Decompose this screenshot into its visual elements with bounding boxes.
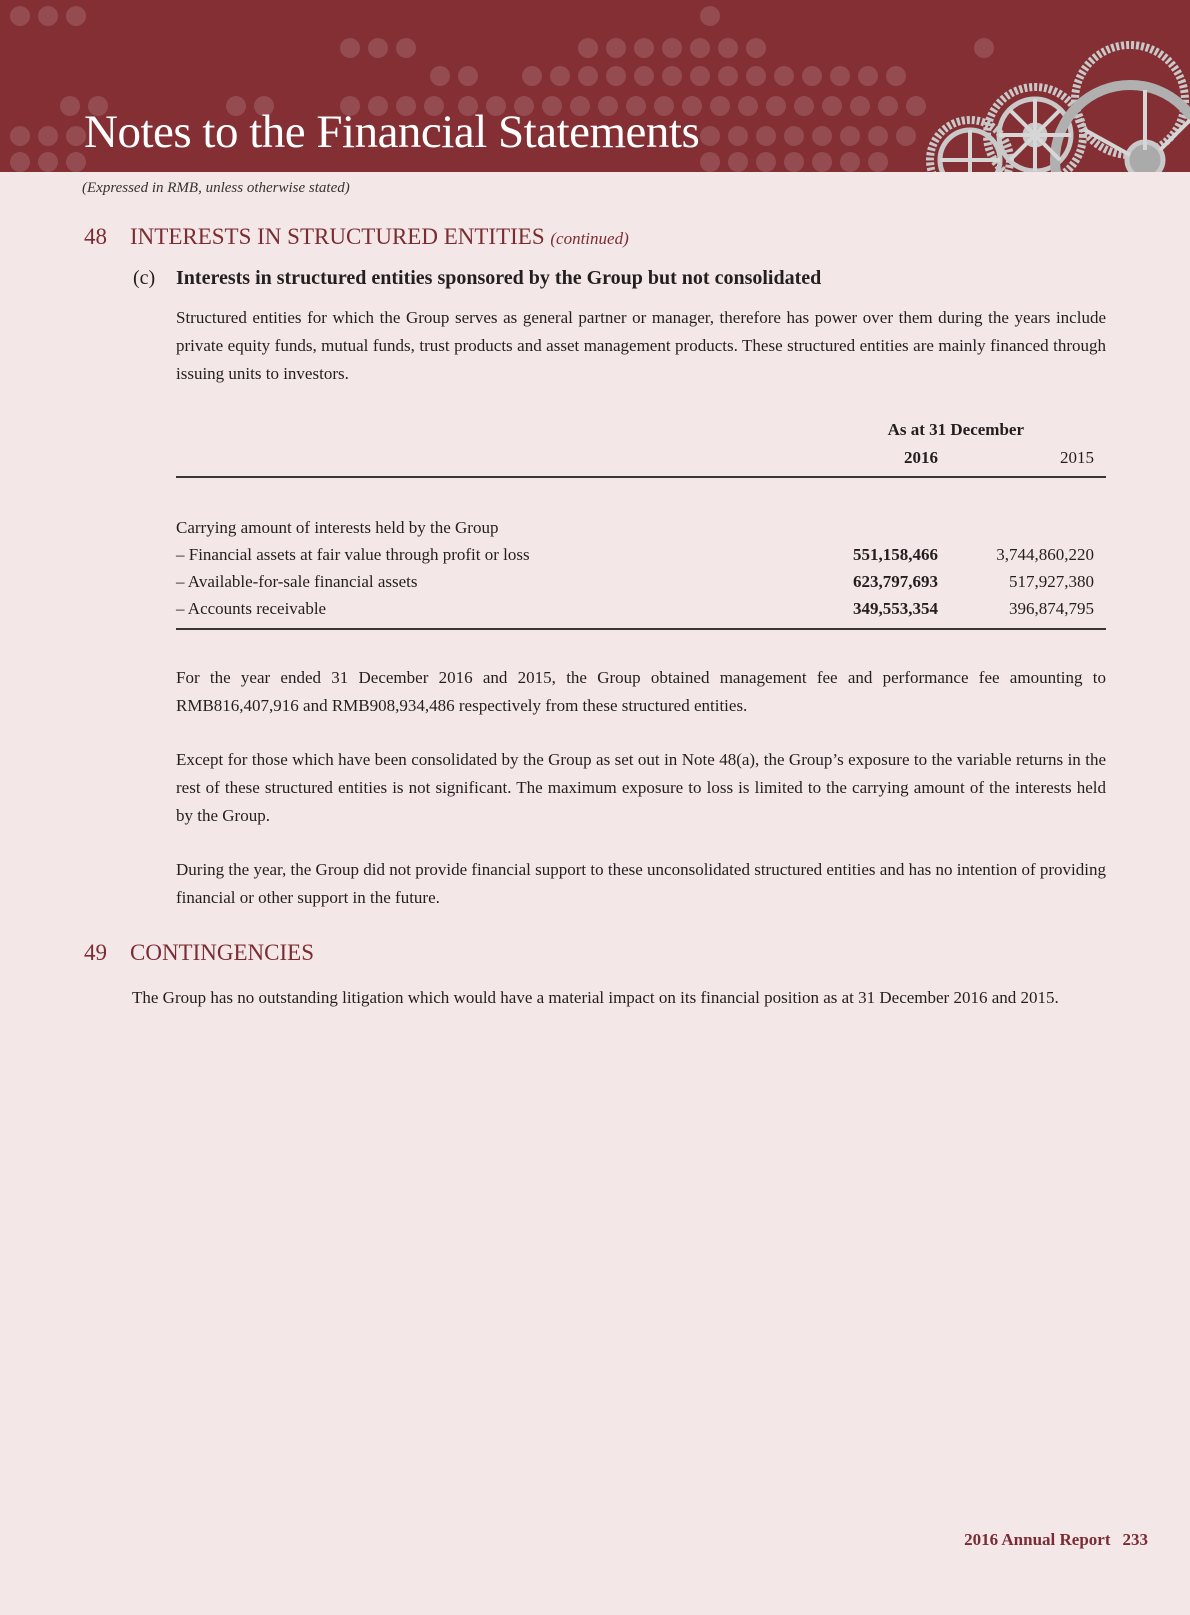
decorative-dot xyxy=(738,96,758,116)
table-bottom-rule xyxy=(176,628,1106,630)
decorative-dot xyxy=(718,66,738,86)
decorative-dot xyxy=(458,66,478,86)
decorative-dot xyxy=(774,66,794,86)
decorative-dot xyxy=(368,38,388,58)
decorative-dot xyxy=(662,66,682,86)
decorative-dot xyxy=(746,38,766,58)
decorative-dot xyxy=(812,152,832,172)
gears-icon xyxy=(915,40,1190,172)
decorative-dot xyxy=(38,126,58,146)
decorative-dot xyxy=(840,152,860,172)
page-title: Notes to the Financial Statements xyxy=(84,106,700,158)
decorative-dot xyxy=(550,66,570,86)
subsection-label: (c) xyxy=(133,267,156,289)
table-row xyxy=(176,545,1106,572)
decorative-dot xyxy=(868,126,888,146)
column-header-2016: 2016 xyxy=(904,448,938,467)
decorative-dot xyxy=(10,126,30,146)
decorative-dot xyxy=(728,152,748,172)
decorative-dot xyxy=(802,66,822,86)
table-row xyxy=(176,599,1106,626)
decorative-dot xyxy=(522,66,542,86)
decorative-dot xyxy=(718,38,738,58)
decorative-dot xyxy=(66,152,86,172)
page-number: 233 xyxy=(1122,1530,1148,1549)
decorative-dot xyxy=(794,96,814,116)
value-2016: 623,797,693 xyxy=(853,572,938,591)
decorative-dot xyxy=(858,66,878,86)
decorative-dot xyxy=(878,96,898,116)
section-title: INTERESTS IN STRUCTURED ENTITIES xyxy=(130,224,545,249)
intro-paragraph: Structured entities for which the Group serves as general partner or manager, therefore has power over them during the years include private equity funds, mutual funds, trust products and asset management products. These structured entities are mainly financed through issuing units to investors. xyxy=(176,308,1106,383)
decorative-dot xyxy=(690,38,710,58)
page-footer xyxy=(964,1530,1148,1550)
decorative-dot xyxy=(662,38,682,58)
decorative-dot xyxy=(634,38,654,58)
decorative-dot xyxy=(700,152,720,172)
table-section-label: Carrying amount of interests held by the Group xyxy=(176,518,499,537)
subsection-c-heading xyxy=(133,267,821,290)
support-paragraph: During the year, the Group did not provide financial support to these unconsolidated structured entities and has no intention of providing financial or other support in the future. xyxy=(176,860,1106,907)
decorative-dot xyxy=(756,152,776,172)
section-title: CONTINGENCIES xyxy=(130,940,314,965)
decorative-dot xyxy=(700,6,720,26)
table-row xyxy=(176,572,1106,599)
table-group-header: As at 31 December xyxy=(887,420,1024,439)
row-label: – Accounts receivable xyxy=(176,599,327,618)
decorative-dot xyxy=(812,126,832,146)
decorative-dot xyxy=(896,126,916,146)
decorative-dot xyxy=(606,38,626,58)
table-header-rule xyxy=(176,476,1106,478)
subsection-title: Interests in structured entities sponsored by the Group but not consolidated xyxy=(176,267,822,289)
decorative-dot xyxy=(10,152,30,172)
decorative-dot xyxy=(822,96,842,116)
section-number: 48 xyxy=(84,224,107,249)
decorative-dot xyxy=(840,126,860,146)
fee-paragraph: For the year ended 31 December 2016 and 2015, the Group obtained management fee and performance fee amounting to RMB816,407,916 and RMB908,934,486 respectively from these structured entities. xyxy=(176,668,1106,715)
decorative-dot xyxy=(710,96,730,116)
currency-note: (Expressed in RMB, unless otherwise stated) xyxy=(82,180,350,196)
decorative-dot xyxy=(784,126,804,146)
continued-label: (continued) xyxy=(550,229,629,248)
decorative-dot xyxy=(746,66,766,86)
column-header-2015: 2015 xyxy=(1060,448,1094,467)
decorative-dot xyxy=(60,96,80,116)
section-number: 49 xyxy=(84,940,107,965)
decorative-dot xyxy=(728,126,748,146)
decorative-dot xyxy=(38,6,58,26)
decorative-dot xyxy=(868,152,888,172)
section-49-heading xyxy=(84,940,314,966)
row-label: – Available-for-sale financial assets xyxy=(176,572,418,591)
report-name: 2016 Annual Report xyxy=(964,1530,1111,1549)
contingencies-paragraph: The Group has no outstanding litigation which would have a material impact on its financial position as at 31 December 2016 and 2015. xyxy=(132,988,1059,1007)
section-48-heading xyxy=(84,224,629,250)
value-2016: 551,158,466 xyxy=(853,545,938,564)
decorative-dot xyxy=(830,66,850,86)
decorative-dot xyxy=(690,66,710,86)
decorative-dot xyxy=(634,66,654,86)
decorative-dot xyxy=(66,126,86,146)
decorative-dot xyxy=(606,66,626,86)
decorative-dot xyxy=(396,38,416,58)
decorative-dot xyxy=(430,66,450,86)
decorative-dot xyxy=(66,6,86,26)
decorative-dot xyxy=(38,152,58,172)
value-2015: 517,927,380 xyxy=(1009,572,1094,591)
value-2015: 3,744,860,220 xyxy=(996,545,1094,564)
decorative-dot xyxy=(850,96,870,116)
row-label: – Financial assets at fair value through profit or loss xyxy=(176,545,530,564)
decorative-dot xyxy=(886,66,906,86)
exposure-paragraph: Except for those which have been consolidated by the Group as set out in Note 48(a), the Group’s exposure to the variable returns in the rest of these structured entities is not significant. The maximum exposure to loss is limited to the carrying amount of the interests held by the Group. xyxy=(176,750,1106,825)
decorative-dot xyxy=(756,126,776,146)
decorative-dot xyxy=(700,126,720,146)
decorative-dot xyxy=(340,38,360,58)
decorative-dot xyxy=(766,96,786,116)
decorative-dot xyxy=(578,66,598,86)
header-banner xyxy=(0,0,1190,172)
value-2015: 396,874,795 xyxy=(1009,599,1094,618)
value-2016: 349,553,354 xyxy=(853,599,938,618)
decorative-dot xyxy=(578,38,598,58)
decorative-dot xyxy=(784,152,804,172)
decorative-dot xyxy=(10,6,30,26)
table-section-label-row xyxy=(176,518,1106,545)
